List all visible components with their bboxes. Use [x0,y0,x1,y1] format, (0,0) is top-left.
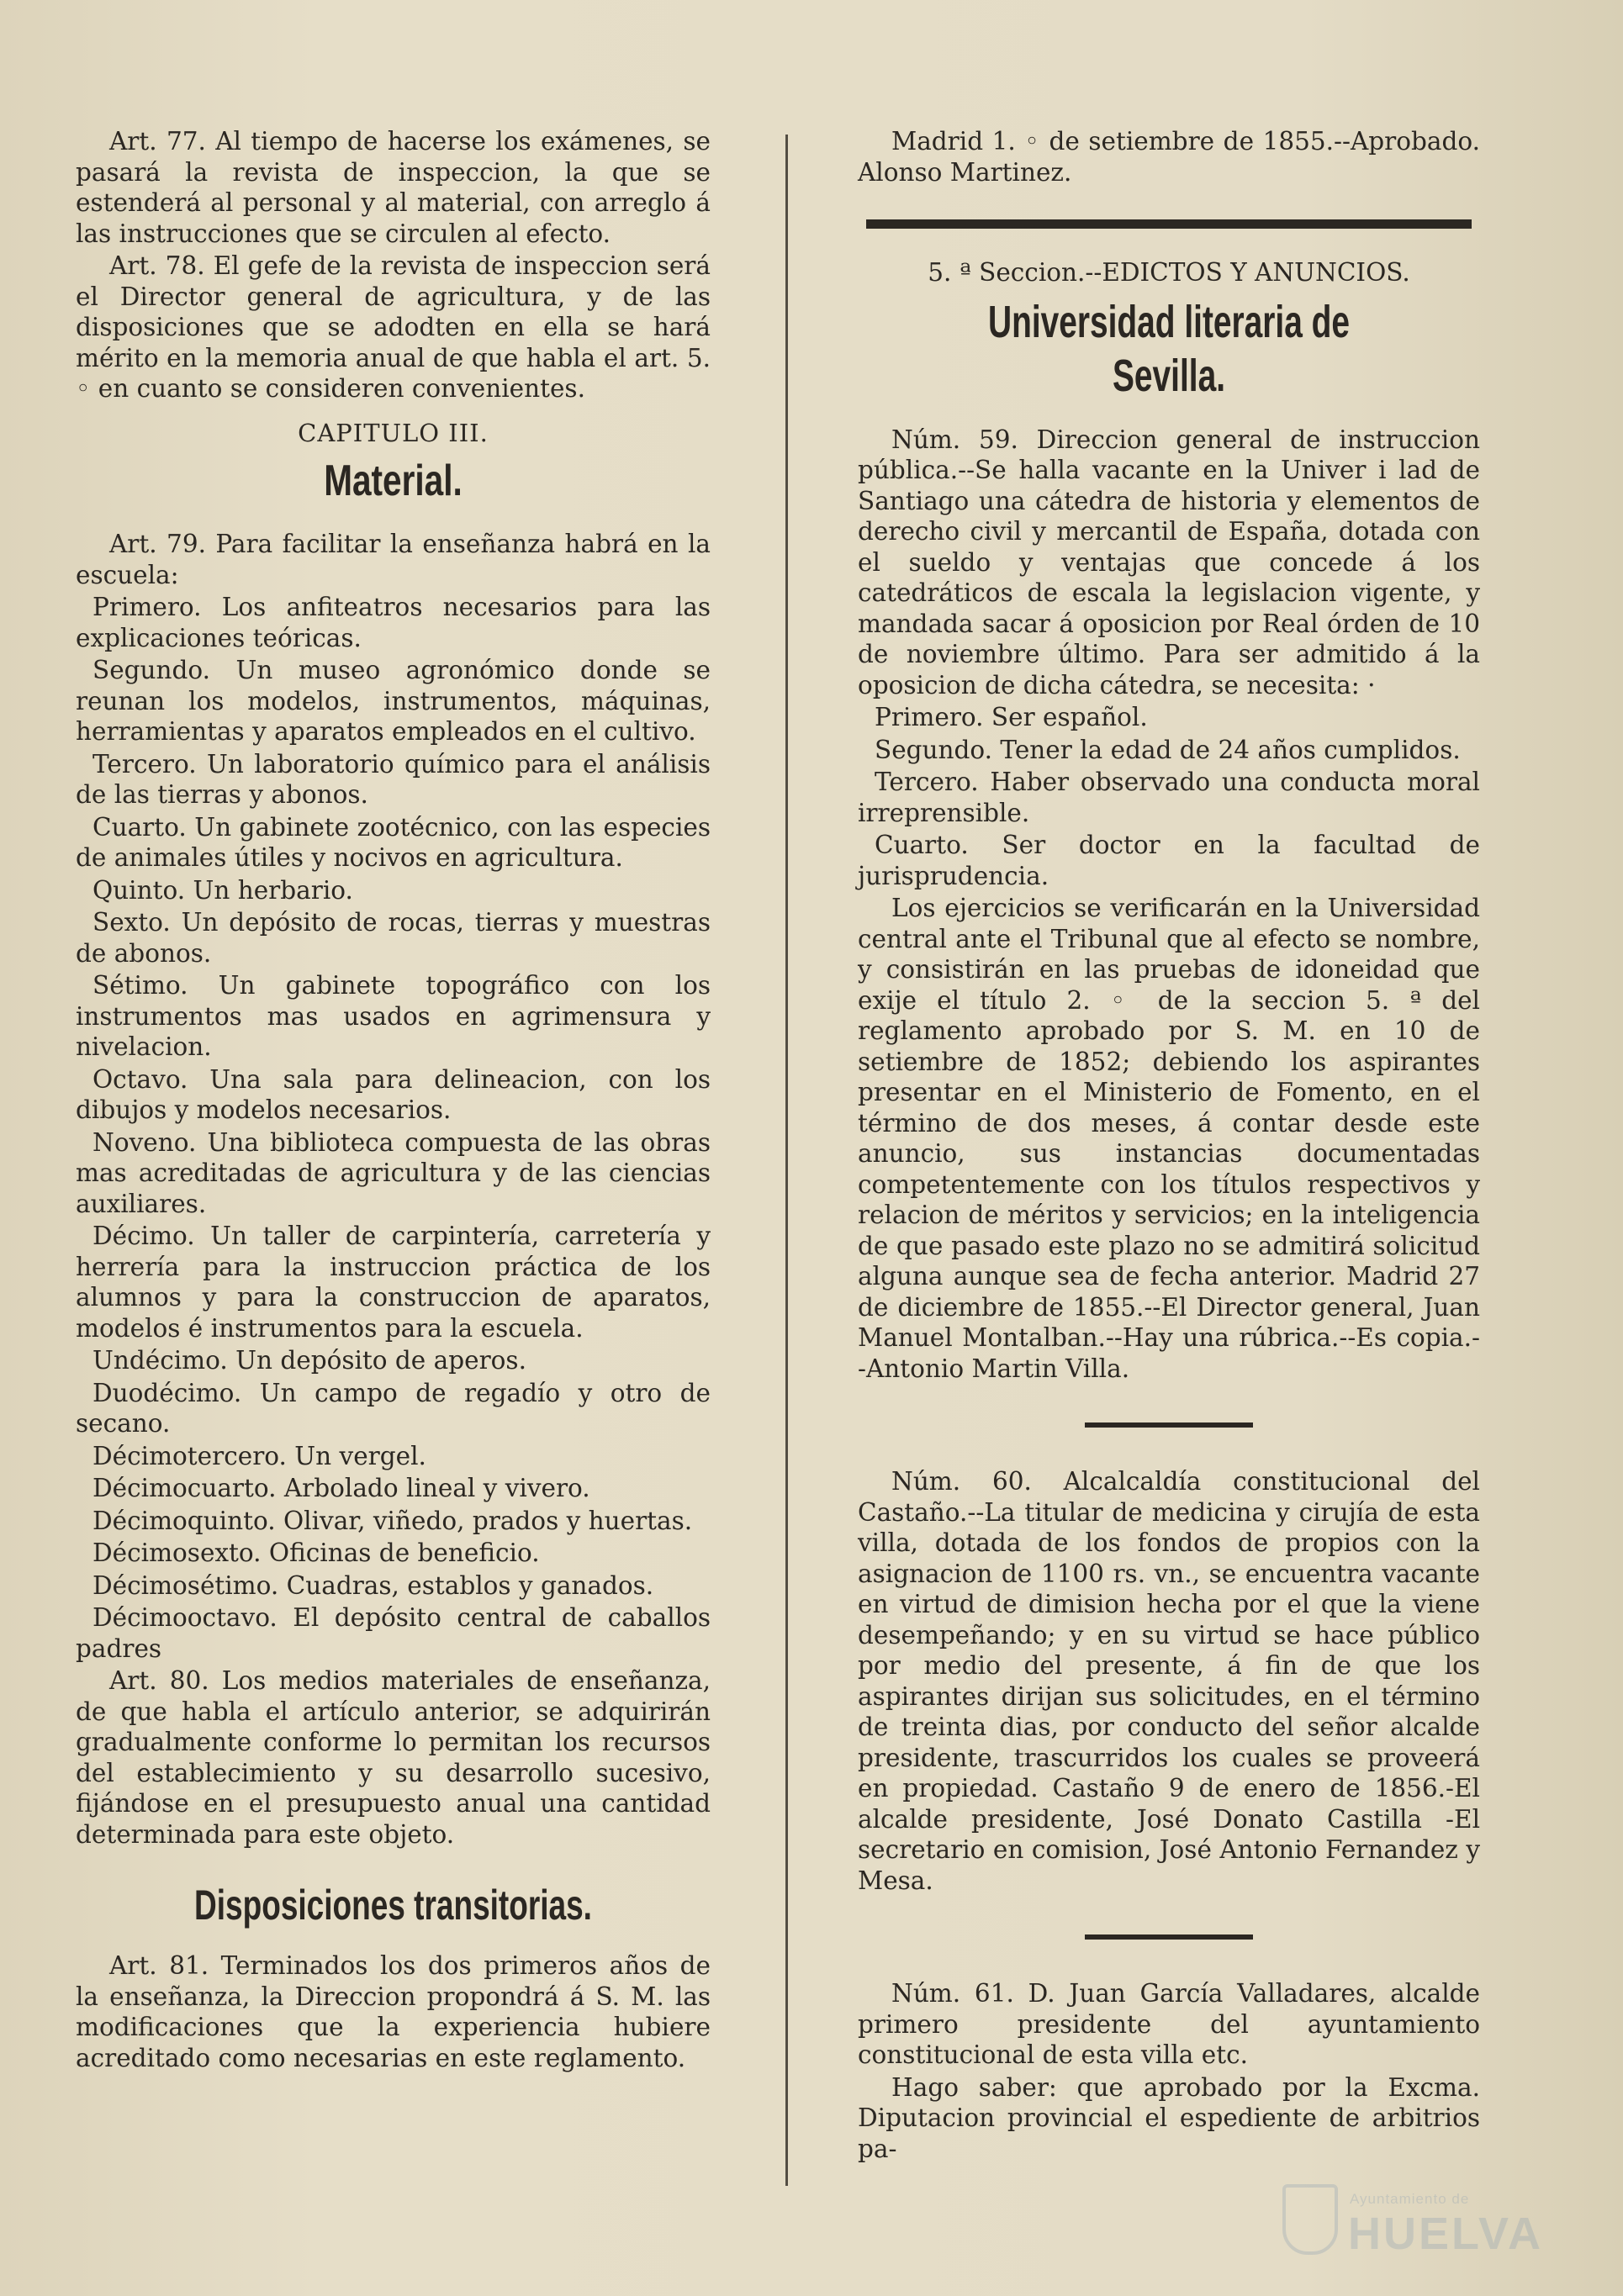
article-80: Art. 80. Los medios materiales de enseñanza, de que habla el artículo anterior, se adquirirán gradualmente conforme lo permitan los recursos del establecimiento y su desarrollo sucesivo, fijándose en el presupuesto anual una cantidad determinada para este objeto. [76,1666,711,1849]
article-79: Art. 79. Para facilitar la enseñanza habrá en la escuela: [76,530,711,589]
list-item: Noveno. Una biblioteca compuesta de las obras mas acreditadas de agricultura y de las ciencias auxiliares. [76,1127,711,1218]
list-item: Décimooctavo. El depósito central de caballos padres [76,1603,711,1663]
list-item: Duodécimo. Un campo de regadío y otro de secano. [76,1378,711,1438]
short-divider [1085,1422,1253,1428]
list-item: Décimo. Un taller de carpintería, carretería y herrería para la instruccion práctica de los alumnos y para la construccion de aparatos, modelos é instrumentos para la escuela. [76,1222,711,1343]
list-item: Tercero. Un laboratorio químico para el análisis de las tierras y abonos. [76,749,711,809]
notice-61-body: Hago saber: que aprobado por la Excma. Diputacion provincial el espediente de arbitrios pa- [858,2072,1480,2163]
heavy-divider [866,219,1472,229]
shield-icon [1282,2184,1338,2255]
list-item: Décimotercero. Un vergel. [93,1441,426,1470]
notice-60: Núm. 60. Alcalcaldía constitucional del Castaño.--La titular de medicina y cirujía de esta villa, dotada de los fondos de propios con la asignacion de 1100 rs. vn., se encuentra vacante en virtud de dimision hecha por el que la viene desempeñando; y en su virtud se hace público por medio del presente, á fin de que los aspirantes dirijan sus solicitudes, en el término de treinta dias, por conducto del señor alcalde presidente, trascurridos los cuales se proveerá en propiedad. Castaño 9 de enero de 1856.-El alcalde presidente, José Donato Castilla -El secretario en comision, José Antonio Fernandez y Mesa. [858,1467,1480,1895]
requirement-item: Cuarto. Ser doctor en la facultad de jurisprudencia. [858,831,1480,890]
right-column [858,126,1480,2166]
list-item: Primero. Los anfiteatros necesarios para las explicaciones teóricas. [76,593,711,652]
list-item: Octavo. Una sala para delineacion, con los dibujos y modelos necesarios. [76,1064,711,1124]
list-item: Décimosétimo. Cuadras, establos y ganados. [93,1570,654,1600]
section-title-transitory: Disposiciones transitorias. [194,1882,592,1929]
notice-61: Núm. 61. D. Juan García Valladares, alcalde primero presidente del ayuntamiento constitucional de esta villa etc. [858,1979,1480,2069]
section-heading: 5. ª Seccion.--EDICTOS Y ANUNCIOS. [928,258,1410,287]
left-column [76,126,711,2075]
requirement-item: Tercero. Haber observado una conducta moral irreprensible. [858,768,1480,827]
list-item: Sétimo. Un gabinete topográfico con los instrumentos mas usados en agrimensura y nivelacion. [76,971,711,1061]
list-item: Segundo. Un museo agronómico donde se reunan los modelos, instrumentos, máquinas, herramientas y aparatos empleados en el cultivo. [76,656,711,746]
short-divider [1085,1934,1253,1940]
notice-59: Núm. 59. Direccion general de instruccion pública.--Se halla vacante en la Univer i lad de Santiago una cátedra de historia y elementos de derecho civil y mercantil de España, dotada con el sueldo y ventajas que concede á los catedráticos de escala la legislacion vigente, y mandada sacar á oposicion por Real órden de 10 de noviembre último. Para ser admitido á la oposicion de dicha cátedra, se necesita: · [858,425,1480,699]
list-item: Cuarto. Un gabinete zootécnico, con las especies de animales útiles y nocivos en agricultura. [76,812,711,872]
chapter-heading: CAPITULO III. [298,418,489,447]
archive-watermark [1282,2177,1560,2270]
section-title-material: Material. [324,457,463,505]
list-item: Décimosexto. Oficinas de beneficio. [93,1539,540,1567]
list-item: Quinto. Un herbario. [93,875,353,905]
notice-59-body: Los ejercicios se verificarán en la Universidad central ante el Tribunal que al efecto se nombre, y consistirán en las pruebas de idoneidad que exije el título 2. ◦ de la seccion 5. ª del reglamento aprobado por S. M. en 10 de setiembre de 1852; debiendo los aspirantes presentar en el Ministerio de Fomento, en el término de dos meses, á contar desde este anuncio, sus instancias documentadas competentemente con los títulos respectivos y relacion de méritos y servicios; en la inteligencia de que pasado este plazo no se admitirá solicitud alguna aunque sea de fecha anterior. Madrid 27 de diciembre de 1855.--El Director general, Juan Manuel Montalban.--Hay una rúbrica.--Es copia.--Antonio Martin Villa. [858,894,1480,1383]
list-item: Undécimo. Un depósito de aperos. [93,1346,526,1375]
article-77: Art. 77. Al tiempo de hacerse los exámenes, se pasará la revista de inspeccion, la que se estenderá al personal y al material, con arreglo á las instrucciones que se circulen al efecto. [76,127,711,248]
list-item: Décimocuarto. Arbolado lineal y vivero. [93,1474,590,1502]
watermark-small-text: Ayuntamiento de [1350,2191,1470,2207]
requirement-item: Primero. Ser español. [875,703,1148,731]
article-81: Art. 81. Terminados los dos primeros años de la enseñanza, la Direccion propondrá á S. M. las modificaciones que la experiencia hubiere acreditado como necesarias en este reglamento. [76,1951,711,2072]
university-title: Universidad literaria de Sevilla. [987,296,1351,401]
list-item: Décimoquinto. Olivar, viñedo, prados y huertas. [93,1506,693,1535]
madrid-signature: Madrid 1. ◦ de setiembre de 1855.--Aprobado. Alonso Martinez. [858,127,1480,187]
watermark-big-text: HUELVA [1348,2209,1543,2259]
requirement-item: Segundo. Tener la edad de 24 años cumplidos. [875,735,1461,764]
column-divider [785,135,788,2186]
list-item: Sexto. Un depósito de rocas, tierras y muestras de abonos. [76,908,711,968]
article-78: Art. 78. El gefe de la revista de inspeccion será el Director general de agricultura, y de las disposiciones que se adodten en ella se hará mérito en la memoria anual de que habla el art. 5. ◦ en cuanto se consideren convenientes. [76,251,711,403]
